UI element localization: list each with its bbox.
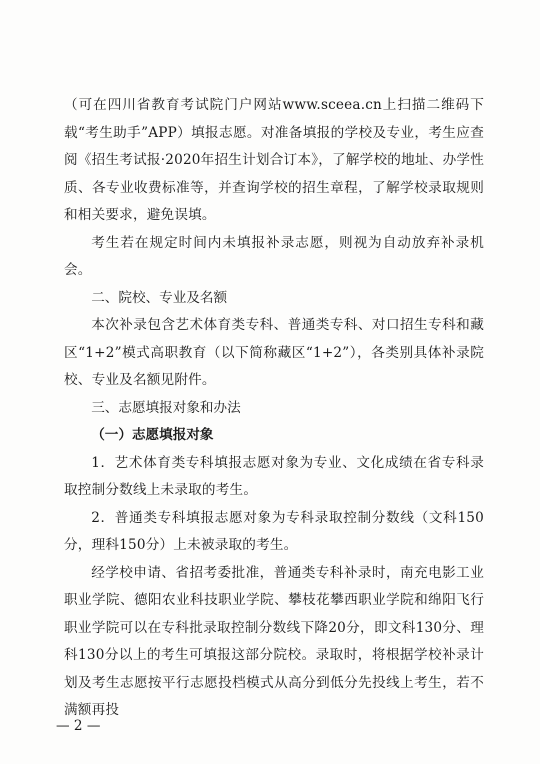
paragraph-app-instructions: （可在四川省教育考试院门户网站www.sceea.cn上扫描二维码下载“考生助手”APP）填报志愿。对准备填报的学校及专业，考生应查阅《招生考试报·2020年招生计划合订本》，了解学校的地址、办学性质、各专业收费标准等，并查询学校的招生章程，了解学校录取规则和相关要求，避免误填。 <box>64 97 484 223</box>
paragraph-abandon-notice: 考生若在规定时间内未填报补录志愿，则视为自动放弃补录机会。 <box>64 234 484 278</box>
section-heading-3: 三、志愿填报对象和办法 <box>91 399 241 416</box>
page-number: — 2 — <box>56 718 101 734</box>
document-body <box>64 92 484 725</box>
paragraph-general-college: 2．普通类专科填报志愿对象为专科录取控制分数线（文科150分，理科150分）上未被录取的考生。 <box>64 509 484 553</box>
paragraph-supplementary-scope: 本次补录包含艺术体育类专科、普通类专科、对口招生专科和藏区“1+2”模式高职教育（以下简称藏区“1+2”），各类别具体补录院校、专业及名额见附件。 <box>64 317 484 388</box>
subsection-heading-3-1: （一）志愿填报对象 <box>91 427 214 443</box>
paragraph-art-sports: 1．艺术体育类专科填报志愿对象为专业、文化成绩在省专科录取控制分数线上未录取的考生。 <box>64 454 484 498</box>
paragraph-approved-schools: 经学校申请、省招考委批准，普通类专科补录时，南充电影工业职业学院、德阳农业科技职业学院、攀枝花攀西职业学院和绵阳飞行职业学院可以在专科批录取控制分数线下降20分，即文科130分、理科130分以上的考生可填报这部分院校。录取时，将根据学校补录计划及考生志愿按平行志愿投档模式从高分到低分先投线上考生，若不满额再投 <box>64 564 484 718</box>
section-heading-2: 二、院校、专业及名额 <box>91 289 228 306</box>
